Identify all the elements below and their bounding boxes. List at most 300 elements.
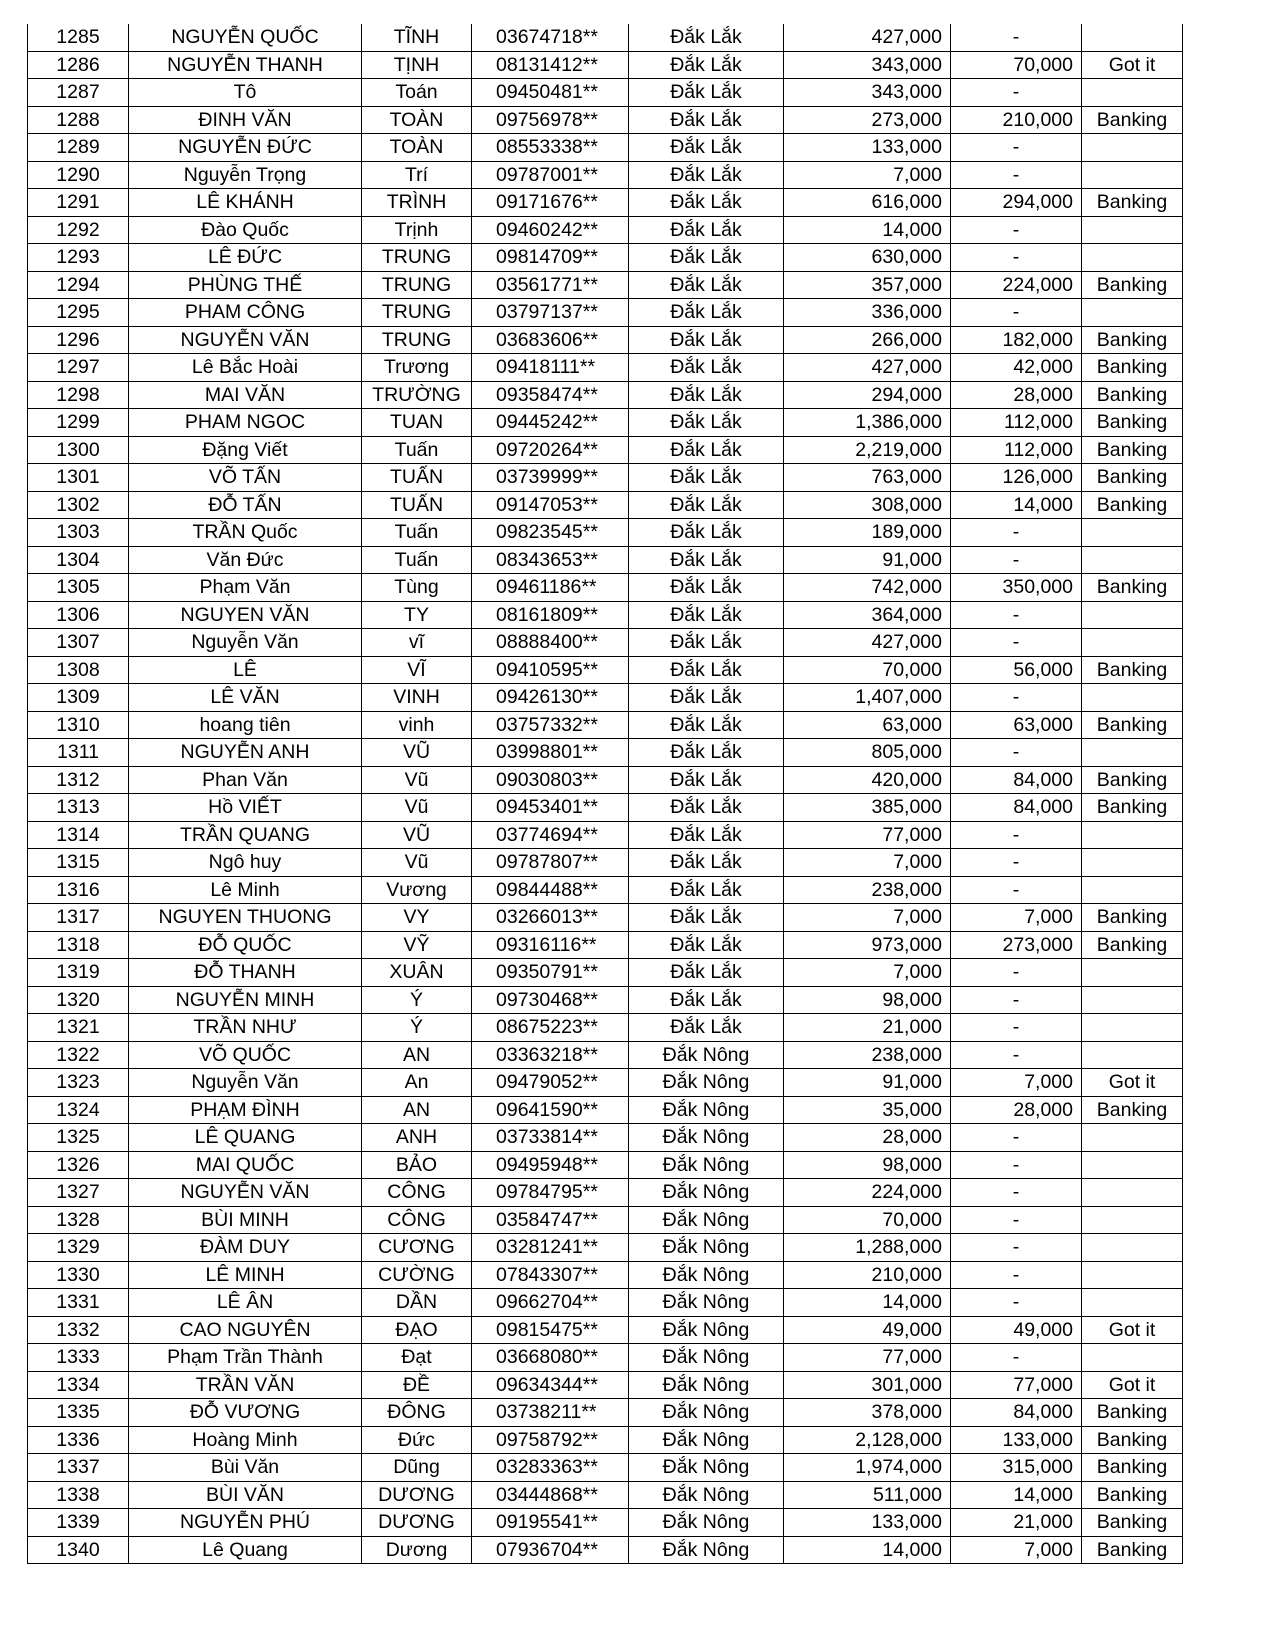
- phone-cell: 09730468**: [472, 986, 629, 1014]
- table-row: [28, 381, 1183, 409]
- payment-method-cell: [1082, 519, 1183, 547]
- table-row: [28, 519, 1183, 547]
- given-name-cell: TĨNH: [362, 24, 472, 51]
- province-cell: Đắk Lắk: [629, 821, 784, 849]
- phone-cell: 03266013**: [472, 904, 629, 932]
- given-name-cell: vĩ: [362, 629, 472, 657]
- payment-method-cell: Banking: [1082, 381, 1183, 409]
- province-cell: Đắk Lắk: [629, 1014, 784, 1042]
- phone-cell: 03733814**: [472, 1124, 629, 1152]
- paid-amount-cell: -: [951, 1261, 1082, 1289]
- total-amount-cell: 7,000: [784, 959, 951, 987]
- table-row: [28, 106, 1183, 134]
- payment-method-cell: [1082, 134, 1183, 162]
- province-cell: Đắk Lắk: [629, 739, 784, 767]
- table-row: [28, 51, 1183, 79]
- given-name-cell: CÔNG: [362, 1206, 472, 1234]
- payment-method-cell: Banking: [1082, 1481, 1183, 1509]
- payment-method-cell: [1082, 986, 1183, 1014]
- given-name-cell: DƯƠNG: [362, 1481, 472, 1509]
- surname-cell: NGUYỄN VĂN: [129, 326, 362, 354]
- surname-cell: NGUYỄN VĂN: [129, 1179, 362, 1207]
- table-row: [28, 354, 1183, 382]
- given-name-cell: ĐÔNG: [362, 1399, 472, 1427]
- phone-cell: 03739999**: [472, 464, 629, 492]
- paid-amount-cell: -: [951, 1234, 1082, 1262]
- phone-cell: 09634344**: [472, 1371, 629, 1399]
- phone-cell: 09316116**: [472, 931, 629, 959]
- total-amount-cell: 35,000: [784, 1096, 951, 1124]
- given-name-cell: CÔNG: [362, 1179, 472, 1207]
- payment-method-cell: Banking: [1082, 1399, 1183, 1427]
- given-name-cell: Dương: [362, 1536, 472, 1564]
- paid-amount-cell: 70,000: [951, 51, 1082, 79]
- surname-cell: PHẠM ĐÌNH: [129, 1096, 362, 1124]
- paid-amount-cell: 7,000: [951, 1069, 1082, 1097]
- surname-cell: Nguyễn Văn: [129, 1069, 362, 1097]
- row-number-cell: 1332: [28, 1316, 129, 1344]
- surname-cell: VÕ QUỐC: [129, 1041, 362, 1069]
- row-number-cell: 1289: [28, 134, 129, 162]
- row-number-cell: 1336: [28, 1426, 129, 1454]
- total-amount-cell: 189,000: [784, 519, 951, 547]
- total-amount-cell: 7,000: [784, 849, 951, 877]
- payment-method-cell: Banking: [1082, 189, 1183, 217]
- surname-cell: NGUYỄN MINH: [129, 986, 362, 1014]
- table-row: [28, 1014, 1183, 1042]
- surname-cell: Đào Quốc: [129, 216, 362, 244]
- table-row: [28, 1124, 1183, 1152]
- total-amount-cell: 238,000: [784, 1041, 951, 1069]
- surname-cell: LÊ QUANG: [129, 1124, 362, 1152]
- total-amount-cell: 308,000: [784, 491, 951, 519]
- province-cell: Đắk Nông: [629, 1289, 784, 1317]
- row-number-cell: 1316: [28, 876, 129, 904]
- paid-amount-cell: -: [951, 1289, 1082, 1317]
- table-row: [28, 904, 1183, 932]
- province-cell: Đắk Nông: [629, 1509, 784, 1537]
- total-amount-cell: 238,000: [784, 876, 951, 904]
- row-number-cell: 1300: [28, 436, 129, 464]
- given-name-cell: TRUNG: [362, 244, 472, 272]
- province-cell: Đắk Lắk: [629, 546, 784, 574]
- province-cell: Đắk Nông: [629, 1316, 784, 1344]
- given-name-cell: Dũng: [362, 1454, 472, 1482]
- row-number-cell: 1298: [28, 381, 129, 409]
- surname-cell: TRẦN Quốc: [129, 519, 362, 547]
- payment-method-cell: [1082, 1179, 1183, 1207]
- table-row: [28, 436, 1183, 464]
- surname-cell: NGUYỄN PHÚ: [129, 1509, 362, 1537]
- phone-cell: 03584747**: [472, 1206, 629, 1234]
- data-table: [27, 24, 1183, 1564]
- phone-cell: 09147053**: [472, 491, 629, 519]
- surname-cell: ĐÀM DUY: [129, 1234, 362, 1262]
- given-name-cell: Ý: [362, 1014, 472, 1042]
- row-number-cell: 1305: [28, 574, 129, 602]
- total-amount-cell: 511,000: [784, 1481, 951, 1509]
- given-name-cell: Tùng: [362, 574, 472, 602]
- surname-cell: BÙI MINH: [129, 1206, 362, 1234]
- table-row: [28, 794, 1183, 822]
- table-row: [28, 931, 1183, 959]
- total-amount-cell: 14,000: [784, 216, 951, 244]
- phone-cell: 09030803**: [472, 766, 629, 794]
- province-cell: Đắk Lắk: [629, 409, 784, 437]
- paid-amount-cell: 7,000: [951, 904, 1082, 932]
- surname-cell: LÊ ÂN: [129, 1289, 362, 1317]
- total-amount-cell: 616,000: [784, 189, 951, 217]
- phone-cell: 09758792**: [472, 1426, 629, 1454]
- row-number-cell: 1313: [28, 794, 129, 822]
- total-amount-cell: 1,386,000: [784, 409, 951, 437]
- total-amount-cell: 266,000: [784, 326, 951, 354]
- table-row: [28, 1316, 1183, 1344]
- surname-cell: Hoàng Minh: [129, 1426, 362, 1454]
- paid-amount-cell: 112,000: [951, 436, 1082, 464]
- paid-amount-cell: -: [951, 601, 1082, 629]
- province-cell: Đắk Nông: [629, 1151, 784, 1179]
- province-cell: Đắk Lắk: [629, 216, 784, 244]
- province-cell: Đắk Lắk: [629, 464, 784, 492]
- province-cell: Đắk Lắk: [629, 436, 784, 464]
- payment-method-cell: Banking: [1082, 1454, 1183, 1482]
- row-number-cell: 1322: [28, 1041, 129, 1069]
- total-amount-cell: 420,000: [784, 766, 951, 794]
- surname-cell: VÕ TẤN: [129, 464, 362, 492]
- paid-amount-cell: 42,000: [951, 354, 1082, 382]
- row-number-cell: 1310: [28, 711, 129, 739]
- table-row: [28, 271, 1183, 299]
- row-number-cell: 1297: [28, 354, 129, 382]
- paid-amount-cell: 126,000: [951, 464, 1082, 492]
- payment-method-cell: [1082, 1124, 1183, 1152]
- total-amount-cell: 77,000: [784, 1344, 951, 1372]
- total-amount-cell: 742,000: [784, 574, 951, 602]
- given-name-cell: TRUNG: [362, 299, 472, 327]
- total-amount-cell: 1,288,000: [784, 1234, 951, 1262]
- table-row: [28, 1536, 1183, 1564]
- phone-cell: 09426130**: [472, 684, 629, 712]
- total-amount-cell: 14,000: [784, 1289, 951, 1317]
- phone-cell: 08888400**: [472, 629, 629, 657]
- row-number-cell: 1312: [28, 766, 129, 794]
- total-amount-cell: 98,000: [784, 986, 951, 1014]
- province-cell: Đắk Nông: [629, 1344, 784, 1372]
- row-number-cell: 1304: [28, 546, 129, 574]
- payment-method-cell: [1082, 299, 1183, 327]
- province-cell: Đắk Nông: [629, 1234, 784, 1262]
- total-amount-cell: 343,000: [784, 79, 951, 107]
- paid-amount-cell: -: [951, 629, 1082, 657]
- surname-cell: LÊ MINH: [129, 1261, 362, 1289]
- given-name-cell: TUAN: [362, 409, 472, 437]
- table-row: [28, 1261, 1183, 1289]
- province-cell: Đắk Lắk: [629, 711, 784, 739]
- paid-amount-cell: -: [951, 1344, 1082, 1372]
- row-number-cell: 1303: [28, 519, 129, 547]
- province-cell: Đắk Lắk: [629, 794, 784, 822]
- province-cell: Đắk Lắk: [629, 656, 784, 684]
- given-name-cell: AN: [362, 1096, 472, 1124]
- paid-amount-cell: 294,000: [951, 189, 1082, 217]
- table-row: [28, 299, 1183, 327]
- surname-cell: ĐỖ VƯƠNG: [129, 1399, 362, 1427]
- table-row: [28, 1399, 1183, 1427]
- province-cell: Đắk Nông: [629, 1399, 784, 1427]
- row-number-cell: 1288: [28, 106, 129, 134]
- total-amount-cell: 1,407,000: [784, 684, 951, 712]
- surname-cell: Nguyễn Văn: [129, 629, 362, 657]
- phone-cell: 07936704**: [472, 1536, 629, 1564]
- table-row: [28, 821, 1183, 849]
- total-amount-cell: 336,000: [784, 299, 951, 327]
- phone-cell: 03674718**: [472, 24, 629, 51]
- phone-cell: 09641590**: [472, 1096, 629, 1124]
- row-number-cell: 1292: [28, 216, 129, 244]
- paid-amount-cell: 28,000: [951, 381, 1082, 409]
- given-name-cell: CƯƠNG: [362, 1234, 472, 1262]
- phone-cell: 08675223**: [472, 1014, 629, 1042]
- payment-method-cell: Got it: [1082, 1371, 1183, 1399]
- given-name-cell: Đức: [362, 1426, 472, 1454]
- given-name-cell: An: [362, 1069, 472, 1097]
- phone-cell: 09350791**: [472, 959, 629, 987]
- paid-amount-cell: -: [951, 1124, 1082, 1152]
- province-cell: Đắk Nông: [629, 1124, 784, 1152]
- province-cell: Đắk Nông: [629, 1206, 784, 1234]
- paid-amount-cell: 182,000: [951, 326, 1082, 354]
- table-row: [28, 1344, 1183, 1372]
- total-amount-cell: 7,000: [784, 904, 951, 932]
- table-row: [28, 79, 1183, 107]
- table-row: [28, 134, 1183, 162]
- phone-cell: 03561771**: [472, 271, 629, 299]
- surname-cell: LÊ ĐỨC: [129, 244, 362, 272]
- phone-cell: 07843307**: [472, 1261, 629, 1289]
- surname-cell: hoang tiên: [129, 711, 362, 739]
- phone-cell: 09358474**: [472, 381, 629, 409]
- given-name-cell: XUÂN: [362, 959, 472, 987]
- phone-cell: 09418111**: [472, 354, 629, 382]
- table-row: [28, 216, 1183, 244]
- surname-cell: PHAM NGOC: [129, 409, 362, 437]
- given-name-cell: Tuấn: [362, 546, 472, 574]
- row-number-cell: 1331: [28, 1289, 129, 1317]
- total-amount-cell: 630,000: [784, 244, 951, 272]
- paid-amount-cell: 315,000: [951, 1454, 1082, 1482]
- row-number-cell: 1307: [28, 629, 129, 657]
- paid-amount-cell: 224,000: [951, 271, 1082, 299]
- total-amount-cell: 2,219,000: [784, 436, 951, 464]
- given-name-cell: VŨ: [362, 739, 472, 767]
- given-name-cell: TUẤN: [362, 491, 472, 519]
- province-cell: Đắk Lắk: [629, 519, 784, 547]
- payment-method-cell: Banking: [1082, 656, 1183, 684]
- paid-amount-cell: 63,000: [951, 711, 1082, 739]
- total-amount-cell: 2,128,000: [784, 1426, 951, 1454]
- row-number-cell: 1314: [28, 821, 129, 849]
- given-name-cell: vinh: [362, 711, 472, 739]
- paid-amount-cell: -: [951, 1206, 1082, 1234]
- phone-cell: 09823545**: [472, 519, 629, 547]
- total-amount-cell: 1,974,000: [784, 1454, 951, 1482]
- given-name-cell: TRUNG: [362, 326, 472, 354]
- payment-method-cell: Got it: [1082, 1069, 1183, 1097]
- phone-cell: 08161809**: [472, 601, 629, 629]
- paid-amount-cell: 49,000: [951, 1316, 1082, 1344]
- given-name-cell: Tuấn: [362, 519, 472, 547]
- total-amount-cell: 91,000: [784, 546, 951, 574]
- paid-amount-cell: -: [951, 134, 1082, 162]
- surname-cell: PHAM CÔNG: [129, 299, 362, 327]
- row-number-cell: 1340: [28, 1536, 129, 1564]
- given-name-cell: TRÌNH: [362, 189, 472, 217]
- row-number-cell: 1296: [28, 326, 129, 354]
- table-row: [28, 684, 1183, 712]
- phone-cell: 03444868**: [472, 1481, 629, 1509]
- province-cell: Đắk Lắk: [629, 51, 784, 79]
- table-row: [28, 409, 1183, 437]
- surname-cell: MAI QUỐC: [129, 1151, 362, 1179]
- row-number-cell: 1295: [28, 299, 129, 327]
- given-name-cell: Toán: [362, 79, 472, 107]
- given-name-cell: TRUNG: [362, 271, 472, 299]
- row-number-cell: 1337: [28, 1454, 129, 1482]
- paid-amount-cell: -: [951, 876, 1082, 904]
- given-name-cell: DƯƠNG: [362, 1509, 472, 1537]
- paid-amount-cell: 84,000: [951, 794, 1082, 822]
- given-name-cell: Đạt: [362, 1344, 472, 1372]
- given-name-cell: VY: [362, 904, 472, 932]
- surname-cell: TRẦN QUANG: [129, 821, 362, 849]
- phone-cell: 08343653**: [472, 546, 629, 574]
- phone-cell: 09787807**: [472, 849, 629, 877]
- row-number-cell: 1327: [28, 1179, 129, 1207]
- given-name-cell: VĨ: [362, 656, 472, 684]
- payment-method-cell: [1082, 79, 1183, 107]
- surname-cell: TRẦN NHƯ: [129, 1014, 362, 1042]
- total-amount-cell: 343,000: [784, 51, 951, 79]
- province-cell: Đắk Nông: [629, 1041, 784, 1069]
- province-cell: Đắk Lắk: [629, 326, 784, 354]
- total-amount-cell: 98,000: [784, 1151, 951, 1179]
- total-amount-cell: 28,000: [784, 1124, 951, 1152]
- payment-method-cell: [1082, 849, 1183, 877]
- table-row: [28, 546, 1183, 574]
- paid-amount-cell: -: [951, 1179, 1082, 1207]
- payment-method-cell: Banking: [1082, 271, 1183, 299]
- total-amount-cell: 973,000: [784, 931, 951, 959]
- paid-amount-cell: -: [951, 546, 1082, 574]
- province-cell: Đắk Nông: [629, 1179, 784, 1207]
- given-name-cell: Tuấn: [362, 436, 472, 464]
- paid-amount-cell: 14,000: [951, 1481, 1082, 1509]
- given-name-cell: DẦN: [362, 1289, 472, 1317]
- row-number-cell: 1299: [28, 409, 129, 437]
- province-cell: Đắk Lắk: [629, 161, 784, 189]
- paid-amount-cell: -: [951, 1041, 1082, 1069]
- row-number-cell: 1294: [28, 271, 129, 299]
- table-row: [28, 1206, 1183, 1234]
- total-amount-cell: 70,000: [784, 656, 951, 684]
- surname-cell: NGUYỄN ANH: [129, 739, 362, 767]
- given-name-cell: TRƯỜNG: [362, 381, 472, 409]
- province-cell: Đắk Lắk: [629, 299, 784, 327]
- given-name-cell: Ý: [362, 986, 472, 1014]
- total-amount-cell: 7,000: [784, 161, 951, 189]
- surname-cell: ĐỖ QUỐC: [129, 931, 362, 959]
- row-number-cell: 1308: [28, 656, 129, 684]
- surname-cell: Nguyễn Trọng: [129, 161, 362, 189]
- given-name-cell: Vũ: [362, 766, 472, 794]
- row-number-cell: 1329: [28, 1234, 129, 1262]
- given-name-cell: BẢO: [362, 1151, 472, 1179]
- surname-cell: NGUYỄN QUỐC: [129, 24, 362, 51]
- paid-amount-cell: 21,000: [951, 1509, 1082, 1537]
- paid-amount-cell: 7,000: [951, 1536, 1082, 1564]
- phone-cell: 09844488**: [472, 876, 629, 904]
- paid-amount-cell: 133,000: [951, 1426, 1082, 1454]
- province-cell: Đắk Lắk: [629, 931, 784, 959]
- total-amount-cell: 364,000: [784, 601, 951, 629]
- payment-method-cell: Banking: [1082, 766, 1183, 794]
- phone-cell: 08131412**: [472, 51, 629, 79]
- row-number-cell: 1338: [28, 1481, 129, 1509]
- province-cell: Đắk Lắk: [629, 381, 784, 409]
- row-number-cell: 1325: [28, 1124, 129, 1152]
- table-row: [28, 1426, 1183, 1454]
- surname-cell: Tô: [129, 79, 362, 107]
- surname-cell: NGUYEN VĂN: [129, 601, 362, 629]
- province-cell: Đắk Lắk: [629, 189, 784, 217]
- surname-cell: Lê Bắc Hoài: [129, 354, 362, 382]
- row-number-cell: 1333: [28, 1344, 129, 1372]
- given-name-cell: TUẤN: [362, 464, 472, 492]
- province-cell: Đắk Nông: [629, 1536, 784, 1564]
- row-number-cell: 1319: [28, 959, 129, 987]
- row-number-cell: 1335: [28, 1399, 129, 1427]
- total-amount-cell: 273,000: [784, 106, 951, 134]
- table-row: [28, 574, 1183, 602]
- given-name-cell: TY: [362, 601, 472, 629]
- row-number-cell: 1309: [28, 684, 129, 712]
- table-row: [28, 24, 1183, 51]
- phone-cell: 09814709**: [472, 244, 629, 272]
- phone-cell: 09453401**: [472, 794, 629, 822]
- province-cell: Đắk Lắk: [629, 684, 784, 712]
- surname-cell: NGUYỄN ĐỨC: [129, 134, 362, 162]
- province-cell: Đắk Lắk: [629, 574, 784, 602]
- payment-method-cell: Banking: [1082, 409, 1183, 437]
- phone-cell: 03281241**: [472, 1234, 629, 1262]
- row-number-cell: 1328: [28, 1206, 129, 1234]
- table-row: [28, 491, 1183, 519]
- surname-cell: ĐỖ TẤN: [129, 491, 362, 519]
- province-cell: Đắk Lắk: [629, 766, 784, 794]
- total-amount-cell: 133,000: [784, 1509, 951, 1537]
- payment-method-cell: Got it: [1082, 51, 1183, 79]
- payment-method-cell: [1082, 1234, 1183, 1262]
- table-row: [28, 326, 1183, 354]
- surname-cell: ĐINH VĂN: [129, 106, 362, 134]
- given-name-cell: Vũ: [362, 849, 472, 877]
- payment-method-cell: Banking: [1082, 711, 1183, 739]
- payment-method-cell: [1082, 1151, 1183, 1179]
- total-amount-cell: 294,000: [784, 381, 951, 409]
- row-number-cell: 1317: [28, 904, 129, 932]
- phone-cell: 09410595**: [472, 656, 629, 684]
